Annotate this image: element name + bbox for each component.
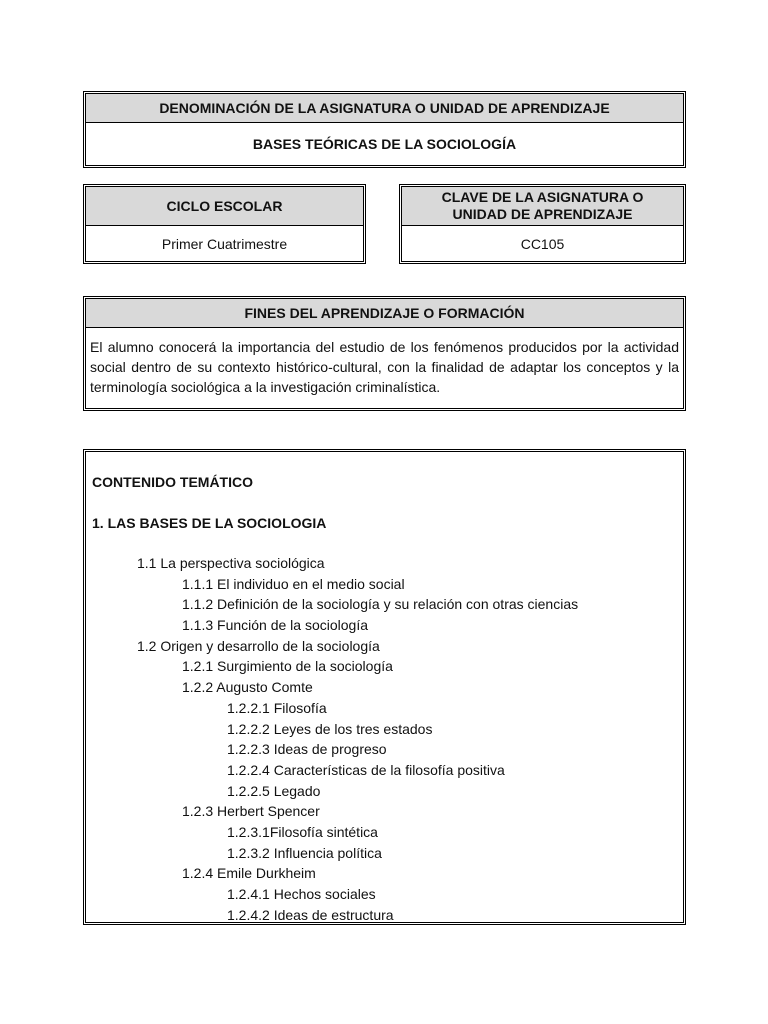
topic-item: 1.2.2 Augusto Comte [182,679,313,696]
fines-header: FINES DEL APRENDIZAJE O FORMACIÓN [86,299,683,328]
topic-item: 1.2.2.1 Filosofía [227,699,327,716]
topic-item: 1.2 Origen y desarrollo de la sociología [137,637,380,654]
topic-item: 1.1 La perspectiva sociológica [137,555,325,571]
ciclo-header: CICLO ESCOLAR [86,187,363,226]
topic-item: 1.1.3 Función de la sociología [182,617,369,634]
asignatura-header: DENOMINACIÓN DE LA ASIGNATURA O UNIDAD DE APRENDIZAJE [86,94,683,123]
topic-item: 1.2.2.5 Legado [227,782,321,799]
fines-table [85,298,684,409]
topic-item: 1.2.2.3 Ideas de progreso [227,741,387,758]
ciclo-value: Primer Cuatrimestre [161,235,288,252]
topic-item: 1.2.3 Herbert Spencer [182,803,320,820]
unit-title: 1. LAS BASES DE LA SOCIOLOGIA [92,515,327,531]
topic-item: 1.2.4.1 Hechos sociales [227,886,376,902]
topic-item: 1.2.3.1Filosofía sintética [227,823,378,840]
ciclo-table [85,186,364,262]
clave-header: CLAVE DE LA ASIGNATURA O UNIDAD DE APRENDIZAJE [402,187,683,226]
topic-item: 1.2.3.2 Influencia política [227,844,382,861]
fines-text: El alumno conocerá la importancia del estudio de los fenómenos producidos por la actividad social dentro de su contexto histórico-cultural, con la finalidad de adaptar los conceptos y la terminología sociológica a la investigación criminalística. [90,339,679,395]
contenido-tematico-box [85,451,684,923]
contenido-title: CONTENIDO TEMÁTICO [92,474,253,490]
topic-item: 1.1.2 Definición de la sociología y su relación con otras ciencias [182,596,579,613]
topic-item: 1.2.4.2 Ideas de estructura [227,906,394,923]
asignatura-value: BASES TEÓRICAS DE LA SOCIOLOGÍA [252,136,517,152]
topic-item: 1.2.2.2 Leyes de los tres estados [227,720,433,737]
topic-list [86,553,683,923]
asignatura-table [85,93,684,166]
topic-item: 1.2.4 Emile Durkheim [182,865,316,882]
topic-item: 1.2.1 Surgimiento de la sociología [182,658,393,675]
clave-table [401,186,684,262]
topic-item: 1.1.1 El individuo en el medio social [182,575,405,592]
topic-item: 1.2.2.4 Características de la filosofía positiva [227,761,505,778]
clave-value: CC105 [520,235,565,252]
